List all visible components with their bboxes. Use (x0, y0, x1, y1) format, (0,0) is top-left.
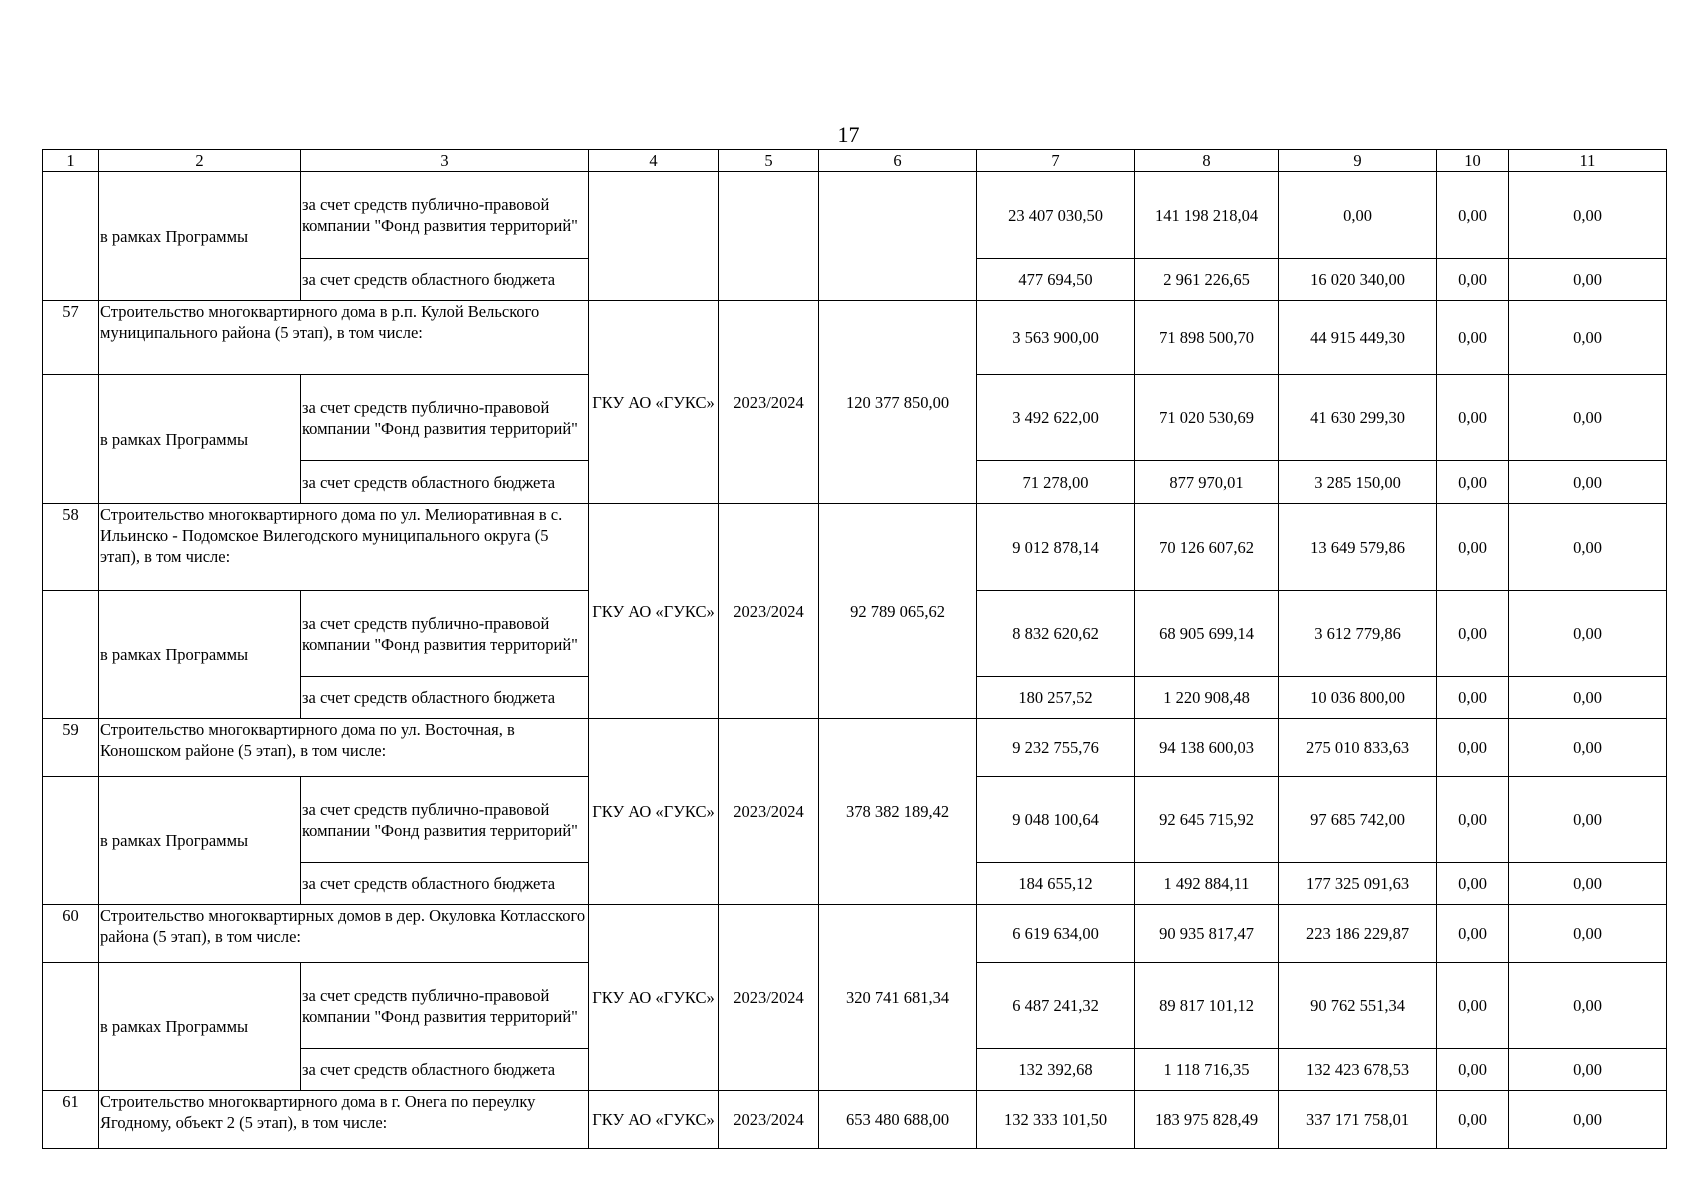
value-cell: 3 285 150,00 (1279, 461, 1437, 504)
value-cell: 41 630 299,30 (1279, 375, 1437, 461)
value-cell: 0,00 (1509, 777, 1667, 863)
period-cell (719, 172, 819, 301)
value-cell: 8 832 620,62 (977, 591, 1135, 677)
value-cell: 0,00 (1509, 677, 1667, 719)
period-cell: 2023/2024 (719, 301, 819, 504)
value-cell: 0,00 (1509, 504, 1667, 591)
value-cell: 0,00 (1509, 591, 1667, 677)
value-cell: 0,00 (1509, 863, 1667, 905)
cost-cell: 92 789 065,62 (819, 504, 977, 719)
period-cell: 2023/2024 (719, 905, 819, 1091)
value-cell: 0,00 (1509, 259, 1667, 301)
executor-cell: ГКУ АО «ГУКС» (589, 504, 719, 719)
value-cell: 97 685 742,00 (1279, 777, 1437, 863)
value-cell: 0,00 (1437, 504, 1509, 591)
value-cell: 1 220 908,48 (1135, 677, 1279, 719)
period-cell: 2023/2024 (719, 719, 819, 905)
column-header: 11 (1509, 150, 1667, 172)
funding-source-label: за счет средств публично-правовой компании "Фонд развития территорий" (301, 963, 589, 1049)
funding-source-label: за счет средств публично-правовой компании "Фонд развития территорий" (301, 375, 589, 461)
project-title: Строительство многоквартирного дома в г. Онега по переулку Ягодному, объект 2 (5 этап), в том числе: (99, 1091, 589, 1149)
value-cell: 0,00 (1509, 1049, 1667, 1091)
column-number-header-row (43, 150, 1667, 172)
value-cell: 71 278,00 (977, 461, 1135, 504)
value-cell: 92 645 715,92 (1135, 777, 1279, 863)
value-cell: 0,00 (1437, 591, 1509, 677)
project-number: 61 (43, 1091, 99, 1149)
value-cell: 477 694,50 (977, 259, 1135, 301)
value-cell: 94 138 600,03 (1135, 719, 1279, 777)
column-header: 6 (819, 150, 977, 172)
value-cell: 184 655,12 (977, 863, 1135, 905)
executor-cell: ГКУ АО «ГУКС» (589, 905, 719, 1091)
executor-cell (589, 172, 719, 301)
page-number: 17 (837, 122, 860, 147)
program-label: в рамках Программы (99, 172, 301, 301)
cost-cell: 378 382 189,42 (819, 719, 977, 905)
funding-source-label: за счет средств областного бюджета (301, 863, 589, 905)
funding-source-label: за счет средств публично-правовой компании "Фонд развития территорий" (301, 777, 589, 863)
executor-cell: ГКУ АО «ГУКС» (589, 301, 719, 504)
value-cell: 0,00 (1437, 301, 1509, 375)
value-cell: 132 392,68 (977, 1049, 1135, 1091)
project-title: Строительство многоквартирных домов в дер. Окуловка Котласского района (5 этап), в том числе: (99, 905, 589, 963)
index-cell (43, 375, 99, 504)
column-header: 3 (301, 150, 589, 172)
cost-cell: 653 480 688,00 (819, 1091, 977, 1149)
value-cell: 0,00 (1509, 461, 1667, 504)
value-cell: 6 487 241,32 (977, 963, 1135, 1049)
value-cell: 6 619 634,00 (977, 905, 1135, 963)
cost-cell: 320 741 681,34 (819, 905, 977, 1091)
value-cell: 3 492 622,00 (977, 375, 1135, 461)
column-header: 2 (99, 150, 301, 172)
value-cell: 3 612 779,86 (1279, 591, 1437, 677)
value-cell: 132 333 101,50 (977, 1091, 1135, 1149)
index-cell (43, 963, 99, 1091)
value-cell: 180 257,52 (977, 677, 1135, 719)
value-cell: 275 010 833,63 (1279, 719, 1437, 777)
project-title-row (43, 301, 1667, 375)
project-number: 59 (43, 719, 99, 777)
value-cell: 70 126 607,62 (1135, 504, 1279, 591)
project-title-row (43, 1091, 1667, 1149)
funding-source-label: за счет средств публично-правовой компании "Фонд развития территорий" (301, 172, 589, 259)
value-cell: 2 961 226,65 (1135, 259, 1279, 301)
value-cell: 877 970,01 (1135, 461, 1279, 504)
executor-cell: ГКУ АО «ГУКС» (589, 719, 719, 905)
value-cell: 0,00 (1509, 905, 1667, 963)
value-cell: 0,00 (1437, 1049, 1509, 1091)
value-cell: 0,00 (1437, 905, 1509, 963)
project-title-row (43, 719, 1667, 777)
value-cell: 0,00 (1437, 677, 1509, 719)
cost-cell: 120 377 850,00 (819, 301, 977, 504)
project-title: Строительство многоквартирного дома по ул. Мелиоративная в с. Ильинско - Подомское Вилегодского муниципального округа (5 этап), в том числе: (99, 504, 589, 591)
program-label: в рамках Программы (99, 963, 301, 1091)
value-cell: 177 325 091,63 (1279, 863, 1437, 905)
project-title-row (43, 504, 1667, 591)
value-cell: 0,00 (1509, 1091, 1667, 1149)
value-cell: 0,00 (1437, 777, 1509, 863)
project-number: 60 (43, 905, 99, 963)
index-cell (43, 777, 99, 905)
value-cell: 183 975 828,49 (1135, 1091, 1279, 1149)
column-header: 5 (719, 150, 819, 172)
funding-source-label: за счет средств областного бюджета (301, 461, 589, 504)
value-cell: 0,00 (1437, 863, 1509, 905)
value-cell: 16 020 340,00 (1279, 259, 1437, 301)
continued-fund-row (43, 172, 1667, 259)
budget-table (42, 149, 1667, 1149)
column-header: 4 (589, 150, 719, 172)
value-cell: 68 905 699,14 (1135, 591, 1279, 677)
value-cell: 90 935 817,47 (1135, 905, 1279, 963)
project-number: 57 (43, 301, 99, 375)
funding-source-label: за счет средств областного бюджета (301, 259, 589, 301)
value-cell: 223 186 229,87 (1279, 905, 1437, 963)
program-label: в рамках Программы (99, 375, 301, 504)
value-cell: 13 649 579,86 (1279, 504, 1437, 591)
project-title: Строительство многоквартирного дома по ул. Восточная, в Коношском районе (5 этап), в том числе: (99, 719, 589, 777)
funding-source-label: за счет средств областного бюджета (301, 1049, 589, 1091)
funding-source-label: за счет средств областного бюджета (301, 677, 589, 719)
period-cell: 2023/2024 (719, 504, 819, 719)
value-cell: 0,00 (1509, 963, 1667, 1049)
column-header: 10 (1437, 150, 1509, 172)
value-cell: 71 898 500,70 (1135, 301, 1279, 375)
value-cell: 23 407 030,50 (977, 172, 1135, 259)
value-cell: 0,00 (1437, 461, 1509, 504)
value-cell: 0,00 (1437, 963, 1509, 1049)
index-cell (43, 591, 99, 719)
value-cell: 44 915 449,30 (1279, 301, 1437, 375)
value-cell: 9 232 755,76 (977, 719, 1135, 777)
value-cell: 89 817 101,12 (1135, 963, 1279, 1049)
column-header: 9 (1279, 150, 1437, 172)
value-cell: 9 012 878,14 (977, 504, 1135, 591)
value-cell: 132 423 678,53 (1279, 1049, 1437, 1091)
cost-cell (819, 172, 977, 301)
value-cell: 9 048 100,64 (977, 777, 1135, 863)
value-cell: 1 118 716,35 (1135, 1049, 1279, 1091)
value-cell: 337 171 758,01 (1279, 1091, 1437, 1149)
project-number: 58 (43, 504, 99, 591)
column-header: 8 (1135, 150, 1279, 172)
period-cell: 2023/2024 (719, 1091, 819, 1149)
value-cell: 71 020 530,69 (1135, 375, 1279, 461)
value-cell: 0,00 (1509, 719, 1667, 777)
column-header: 1 (43, 150, 99, 172)
value-cell: 0,00 (1509, 375, 1667, 461)
value-cell: 0,00 (1437, 1091, 1509, 1149)
value-cell: 3 563 900,00 (977, 301, 1135, 375)
value-cell: 0,00 (1509, 172, 1667, 259)
column-header: 7 (977, 150, 1135, 172)
value-cell: 0,00 (1437, 375, 1509, 461)
value-cell: 0,00 (1509, 301, 1667, 375)
program-label: в рамках Программы (99, 591, 301, 719)
value-cell: 1 492 884,11 (1135, 863, 1279, 905)
value-cell: 10 036 800,00 (1279, 677, 1437, 719)
funding-source-label: за счет средств публично-правовой компании "Фонд развития территорий" (301, 591, 589, 677)
value-cell: 0,00 (1437, 719, 1509, 777)
program-label: в рамках Программы (99, 777, 301, 905)
project-title-row (43, 905, 1667, 963)
value-cell: 0,00 (1279, 172, 1437, 259)
value-cell: 0,00 (1437, 172, 1509, 259)
index-cell (43, 172, 99, 301)
value-cell: 90 762 551,34 (1279, 963, 1437, 1049)
value-cell: 0,00 (1437, 259, 1509, 301)
project-title: Строительство многоквартирного дома в р.п. Кулой Вельского муниципального района (5 этап), в том числе: (99, 301, 589, 375)
executor-cell: ГКУ АО «ГУКС» (589, 1091, 719, 1149)
value-cell: 141 198 218,04 (1135, 172, 1279, 259)
